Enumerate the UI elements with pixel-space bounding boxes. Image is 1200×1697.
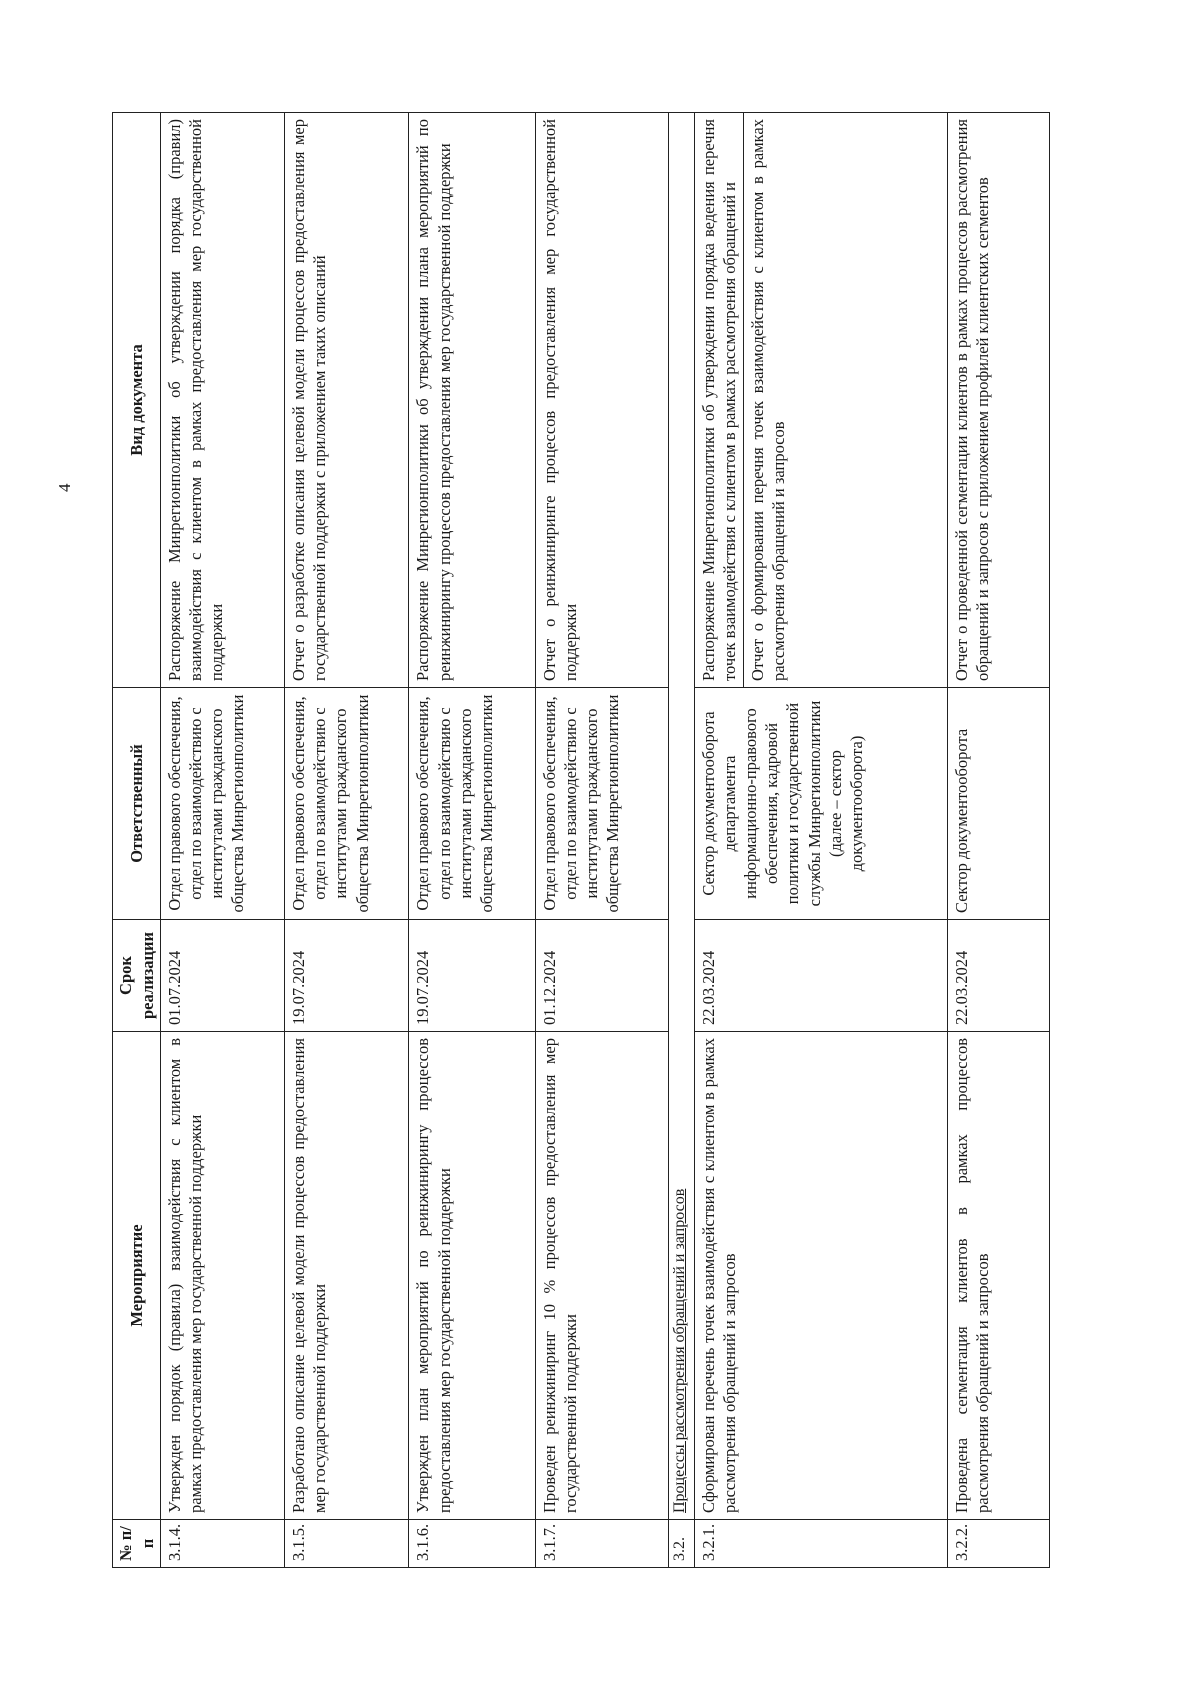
row-doc: Отчет о реинжиниринге процессов предоставления мер государственной поддержки (535, 113, 668, 688)
row-responsible: Отдел правового обеспечения, отдел по взаимодействию с институтами гражданского общества Минрегионполитики (535, 688, 668, 920)
row-responsible: Отдел правового обеспечения, отдел по взаимодействию с институтами гражданского общества Минрегионполитики (161, 688, 285, 920)
row-num: 3.2.1. (695, 1520, 948, 1568)
row-deadline: 19.07.2024 (285, 920, 409, 1032)
row-event: Проведена сегментация клиентов в рамках процессов рассмотрения обращений и запросов (947, 1032, 1049, 1520)
section-row (668, 113, 694, 1568)
row-responsible: Отдел правового обеспечения, отдел по взаимодействию с институтами гражданского общества Минрегионполитики (409, 688, 535, 920)
header-deadline: Срок реализации (113, 920, 161, 1032)
row-responsible: Сектор документооборота департамента информационно-правового обеспечения, кадровой политики и государственной службы Минрегионполитики (далее – сектор документооборота) (695, 688, 948, 920)
section-num: 3.2. (668, 1520, 694, 1568)
row-doc (695, 113, 948, 688)
row-doc-part-b: Отчет о формировании перечня точек взаимодействия с клиентом в рамках рассмотрения обращений и запросов (748, 119, 789, 681)
table-header-row (113, 113, 161, 1568)
table-row (535, 113, 668, 1568)
row-deadline: 22.03.2024 (695, 920, 948, 1032)
row-num: 3.1.7. (535, 1520, 668, 1568)
table-row (161, 113, 285, 1568)
row-doc: Отчет о проведенной сегментации клиентов в рамках процессов рассмотрения обращений и запросов с приложением профилей клиентских сегментов (947, 113, 1049, 688)
rotated-table-sheet (112, 113, 1050, 1568)
row-deadline: 22.03.2024 (947, 920, 1049, 1032)
section-title-text: Процессы рассмотрения обращений и запросов (670, 1188, 688, 1513)
row-num: 3.1.5. (285, 1520, 409, 1568)
table-row (409, 113, 535, 1568)
section-title (668, 113, 694, 1520)
row-event: Проведен реинжиниринг 10 % процессов предоставления мер государственной поддержки (535, 1032, 668, 1520)
row-deadline: 01.12.2024 (535, 920, 668, 1032)
plan-table (112, 112, 1050, 1568)
table-row (947, 113, 1049, 1568)
row-event: Утвержден порядок (правила) взаимодействия с клиентом в рамках предоставления мер государственной поддержки (161, 1032, 285, 1520)
row-num: 3.1.4. (161, 1520, 285, 1568)
table-row (695, 113, 948, 1568)
row-event: Утвержден план мероприятий по реинжинирингу процессов предоставления мер государственной поддержки (409, 1032, 535, 1520)
row-doc: Распоряжение Минрегионполитики об утверждении плана мероприятий по реинжинирингу процессов предоставления мер государственной поддержки (409, 113, 535, 688)
row-doc-part-a: Распоряжение Минрегионполитики об утверждении порядка ведения перечня точек взаимодействия с клиентом в рамках рассмотрения обращений и (695, 113, 744, 687)
table-row (285, 113, 409, 1568)
header-event: Мероприятие (113, 1032, 161, 1520)
row-responsible: Сектор документооборота (947, 688, 1049, 920)
row-num: 3.1.6. (409, 1520, 535, 1568)
header-num: № п/п (113, 1520, 161, 1568)
row-deadline: 01.07.2024 (161, 920, 285, 1032)
row-responsible: Отдел правового обеспечения, отдел по взаимодействию с институтами гражданского общества Минрегионполитики (285, 688, 409, 920)
header-doc: Вид документа (113, 113, 161, 688)
row-doc: Отчет о разработке описания целевой модели процессов предоставления мер государственной поддержки с приложением таких описаний (285, 113, 409, 688)
row-event: Разработано описание целевой модели процессов предоставления мер государственной поддержки (285, 1032, 409, 1520)
header-responsible: Ответственный (113, 688, 161, 920)
row-doc: Распоряжение Минрегионполитики об утверждении порядка (правил) взаимодействия с клиентом в рамках предоставления мер государственной поддержки (161, 113, 285, 688)
page-number: 4 (55, 483, 74, 492)
row-event: Сформирован перечень точек взаимодействия с клиентом в рамках рассмотрения обращений и запросов (695, 1032, 948, 1520)
row-num: 3.2.2. (947, 1520, 1049, 1568)
row-deadline: 19.07.2024 (409, 920, 535, 1032)
